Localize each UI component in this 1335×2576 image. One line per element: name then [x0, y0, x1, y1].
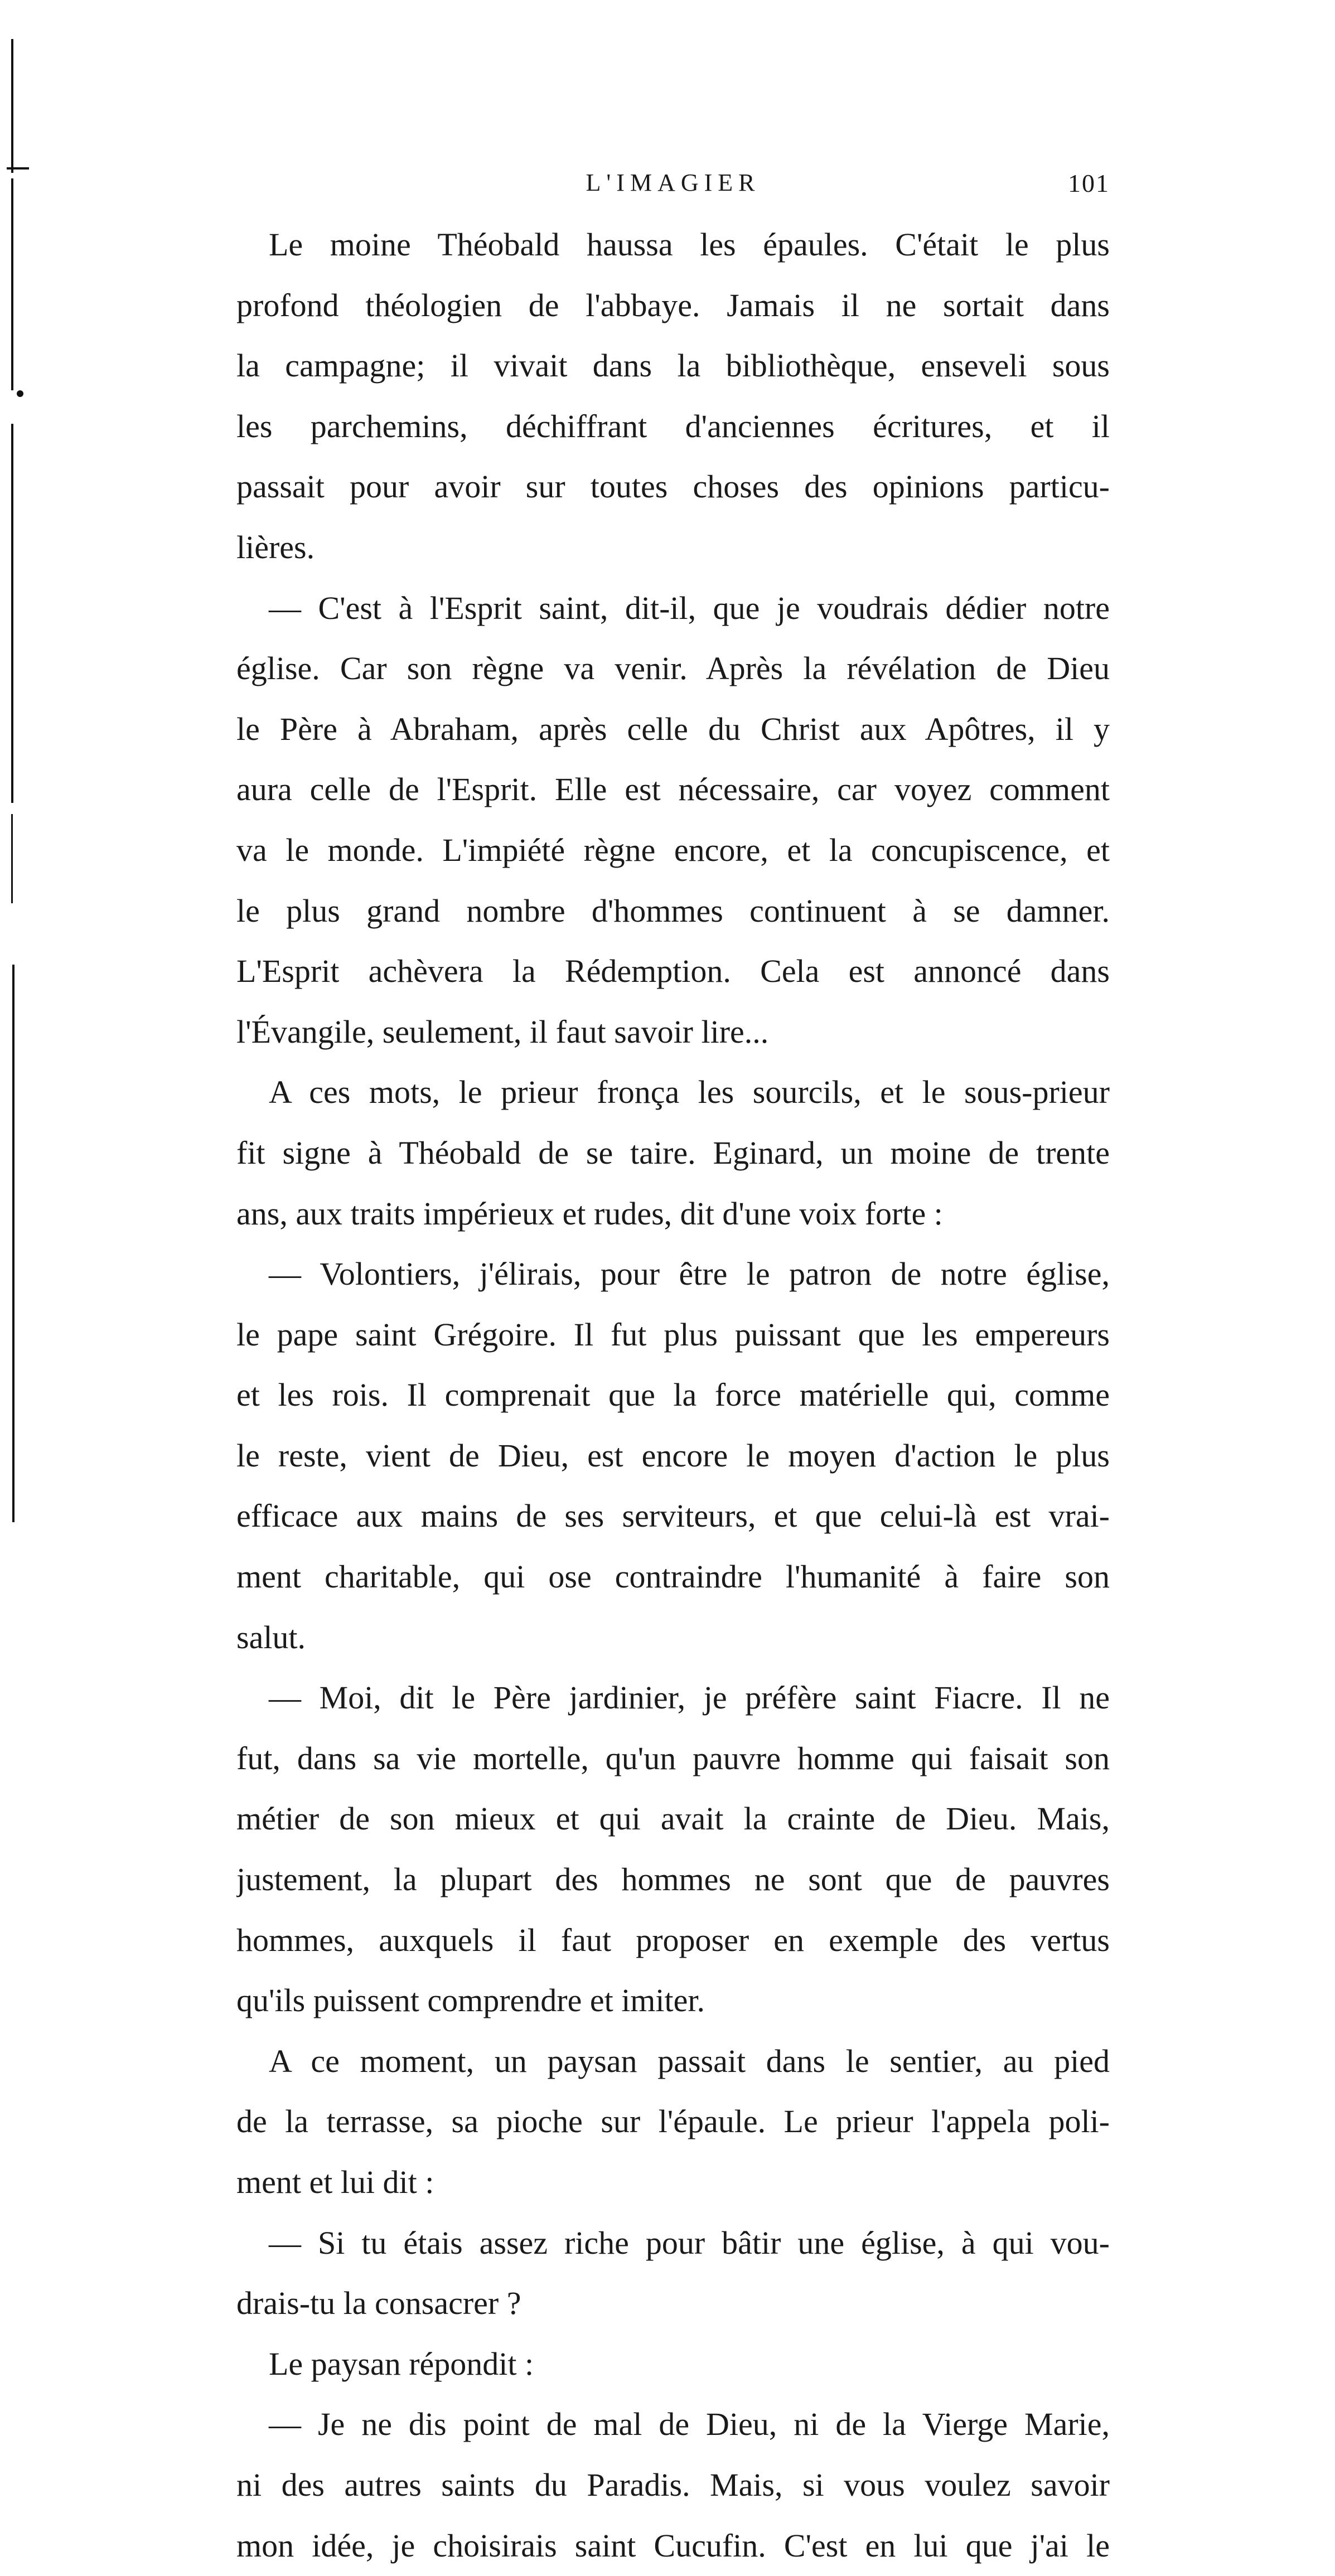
text-line: — Si tu étais assez riche pour bâtir une église, à qui vou- — [269, 2224, 1110, 2261]
text-line: le Père à Abraham, après celle du Christ aux Apôtres, il y — [236, 710, 1110, 747]
text-line: passait pour avoir sur toutes choses des opinions particu- — [236, 468, 1110, 505]
text-line: hommes, auxquels il faut proposer en exemple des vertus — [236, 1921, 1110, 1958]
text-line: la campagne; il vivait dans la bibliothèque, enseveli sous — [236, 347, 1110, 384]
text-line: de la terrasse, sa pioche sur l'épaule. Le prieur l'appela poli- — [236, 2103, 1110, 2140]
body-text — [236, 215, 1110, 2576]
margin-binding-rule — [7, 0, 29, 1979]
text-line: — C'est à l'Esprit saint, dit-il, que je voudrais dédier notre — [269, 589, 1110, 626]
text-line: mon idée, je choisirais saint Cucufin. C'est en lui que j'ai le — [236, 2527, 1110, 2564]
text-line: les parchemins, déchiffrant d'anciennes écritures, et il — [236, 408, 1110, 444]
text-line: ni des autres saints du Paradis. Mais, si vous voulez savoir — [236, 2466, 1110, 2503]
text-line: qu'ils puissent comprendre et imiter. — [236, 1982, 705, 2019]
text-line: l'Évangile, seulement, il faut savoir lire... — [236, 1013, 769, 1050]
text-line: va le monde. L'impiété règne encore, et la concupiscence, et — [236, 831, 1110, 868]
text-line: ans, aux traits impérieux et rudes, dit d'une voix forte : — [236, 1195, 943, 1232]
text-line: aura celle de l'Esprit. Elle est nécessaire, car voyez comment — [236, 771, 1110, 808]
text-line: A ce moment, un paysan passait dans le sentier, au pied — [269, 2042, 1110, 2079]
text-line: — Moi, dit le Père jardinier, je préfère saint Fiacre. Il ne — [269, 1679, 1110, 1716]
text-line: efficace aux mains de ses serviteurs, et que celui-là est vrai- — [236, 1498, 1110, 1534]
text-line: fit signe à Théobald de se taire. Eginard, un moine de trente — [236, 1134, 1110, 1171]
text-line: métier de son mieux et qui avait la crainte de Dieu. Mais, — [236, 1800, 1110, 1837]
text-line: fut, dans sa vie mortelle, qu'un pauvre homme qui faisait son — [236, 1740, 1110, 1776]
text-line: lières. — [236, 529, 315, 565]
text-line: ment et lui dit : — [236, 2164, 434, 2200]
text-line: A ces mots, le prieur fronça les sourcils, et le sous-prieur — [269, 1074, 1110, 1111]
text-line: — Volontiers, j'élirais, pour être le patron de notre église, — [269, 1256, 1110, 1292]
text-line: L'Esprit achèvera la Rédemption. Cela est annoncé dans — [236, 953, 1110, 990]
text-line: profond théologien de l'abbaye. Jamais il ne sortait dans — [236, 287, 1110, 323]
text-line: le reste, vient de Dieu, est encore le moyen d'action le plus — [236, 1437, 1110, 1474]
text-line: justement, la plupart des hommes ne sont que de pauvres — [236, 1861, 1110, 1898]
text-line: Le paysan répondit : — [269, 2345, 534, 2382]
text-line: le pape saint Grégoire. Il fut plus puissant que les empereurs — [236, 1316, 1110, 1353]
text-line: ment charitable, qui ose contraindre l'humanité à faire son — [236, 1558, 1110, 1595]
text-line: — Je ne dis point de mal de Dieu, ni de la Vierge Marie, — [269, 2406, 1110, 2443]
text-line: et les rois. Il comprenait que la force matérielle qui, comme — [236, 1377, 1110, 1413]
text-line: le plus grand nombre d'hommes continuent à se damner. — [236, 892, 1110, 929]
running-title: L'IMAGIER — [586, 169, 761, 196]
text-line: église. Car son règne va venir. Après la révélation de Dieu — [236, 650, 1110, 687]
text-line: drais-tu la consacrer ? — [236, 2285, 521, 2322]
text-line: salut. — [236, 1619, 306, 1655]
page-number: 101 — [1068, 169, 1110, 197]
text-line: Le moine Théobald haussa les épaules. C'était le plus — [269, 226, 1110, 263]
page-header — [236, 168, 1110, 202]
